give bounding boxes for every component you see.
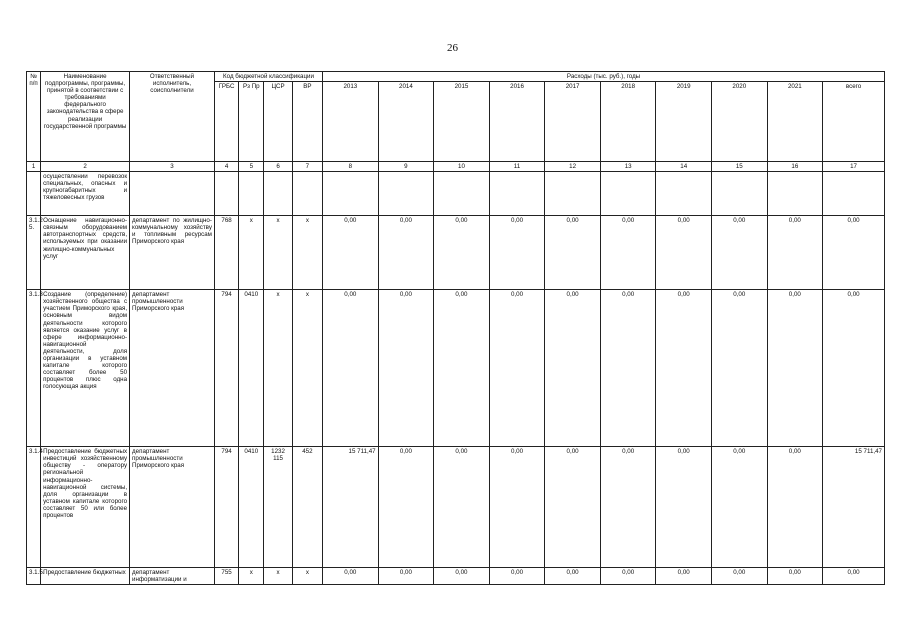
column-number: 6 — [264, 162, 292, 172]
row-value: 0,00 — [323, 216, 379, 290]
row-name: Создание (определение) хозяйственного общества с участием Приморского края, основным видом деятельности которого является оказание услуг в сфере информационно-навигационной деятельности, доля организации в уставном капитале которого составляет более 50 процентов плюс одна голосующая акция — [41, 290, 130, 447]
page-number: 26 — [447, 42, 458, 54]
column-number: 3 — [130, 162, 215, 172]
table-row — [27, 172, 885, 216]
row-value — [545, 172, 601, 216]
header-year: 2020 — [711, 82, 767, 162]
header-no: № п/п — [27, 72, 41, 162]
row-value: 0,00 — [434, 447, 490, 568]
row-total: 0,00 — [823, 568, 885, 585]
row-grbs: 794 — [214, 290, 238, 447]
table-row — [27, 216, 885, 290]
row-name: Предоставление бюджетных — [41, 568, 130, 585]
row-value: 0,00 — [489, 216, 545, 290]
row-vr: х — [292, 290, 322, 447]
row-name: Предоставление бюджетных инвестиций хозяйственному обществу - оператору региональной информационно-навигационной системы, доля организации в уставном капитале которого составляет 50 или более процентов — [41, 447, 130, 568]
row-value: 0,00 — [711, 290, 767, 447]
row-total: 0,00 — [823, 216, 885, 290]
column-number: 11 — [489, 162, 545, 172]
column-number: 14 — [656, 162, 712, 172]
header-csr: ЦСР — [264, 82, 292, 162]
row-vr — [292, 172, 322, 216]
row-total: 0,00 — [823, 290, 885, 447]
row-value — [767, 172, 823, 216]
row-value — [656, 172, 712, 216]
row-executor: департамент информатизации и — [130, 568, 215, 585]
row-value: 0,00 — [545, 290, 601, 447]
row-name: Оснащение навигационно-связным оборудованием автотранспортных средств, используемых при оказании жилищно-коммунальных услуг — [41, 216, 130, 290]
header-vr: ВР — [292, 82, 322, 162]
row-value: 0,00 — [600, 568, 656, 585]
row-csr: х — [264, 568, 292, 585]
row-value: 0,00 — [434, 568, 490, 585]
row-value: 0,00 — [545, 447, 601, 568]
row-value: 0,00 — [711, 568, 767, 585]
row-value — [323, 172, 379, 216]
column-number: 16 — [767, 162, 823, 172]
row-vr: х — [292, 568, 322, 585]
column-number: 4 — [214, 162, 238, 172]
row-number — [27, 172, 41, 216]
column-number: 9 — [378, 162, 434, 172]
row-csr: х — [264, 216, 292, 290]
row-value: 0,00 — [656, 447, 712, 568]
row-rzpr: х — [239, 216, 264, 290]
header-rzpr: Рз Пр — [239, 82, 264, 162]
row-value: 0,00 — [545, 216, 601, 290]
row-number: 3.1.4 — [27, 447, 41, 568]
row-value: 0,00 — [767, 568, 823, 585]
row-grbs: 768 — [214, 216, 238, 290]
row-value — [434, 172, 490, 216]
row-value: 15 711,47 — [323, 447, 379, 568]
row-value: 0,00 — [378, 216, 434, 290]
budget-table — [26, 71, 885, 585]
header-executor: Ответственный исполнитель, соисполнители — [130, 72, 215, 162]
row-value: 0,00 — [711, 216, 767, 290]
row-executor: департамент по жилищно-коммунальному хозяйству и топливным ресурсам Приморского края — [130, 216, 215, 290]
column-number: 7 — [292, 162, 322, 172]
row-value: 0,00 — [767, 216, 823, 290]
column-number: 13 — [600, 162, 656, 172]
row-executor — [130, 172, 215, 216]
row-grbs: 794 — [214, 447, 238, 568]
row-value: 0,00 — [656, 290, 712, 447]
header-year: 2018 — [600, 82, 656, 162]
row-value: 0,00 — [489, 447, 545, 568]
table-row — [27, 568, 885, 585]
row-value: 0,00 — [323, 290, 379, 447]
row-value — [378, 172, 434, 216]
row-csr: 1232 115 — [264, 447, 292, 568]
row-value: 0,00 — [323, 568, 379, 585]
row-value: 0,00 — [378, 447, 434, 568]
row-value: 0,00 — [434, 290, 490, 447]
row-value: 0,00 — [545, 568, 601, 585]
row-rzpr — [239, 172, 264, 216]
row-executor: департамент промышленности Приморского края — [130, 290, 215, 447]
header-year: 2013 — [323, 82, 379, 162]
column-number: 17 — [823, 162, 885, 172]
header-year: 2014 — [378, 82, 434, 162]
row-value: 0,00 — [378, 568, 434, 585]
header-grbs: ГРБС — [214, 82, 238, 162]
row-number: 3.1.5. — [27, 568, 41, 585]
table-row — [27, 290, 885, 447]
header-name: Наименование подпрограммы, программы, принятой в соответствии с требованиями федерального законодательства в сфере реализации государственной программы — [41, 72, 130, 162]
column-number: 10 — [434, 162, 490, 172]
column-number-row — [27, 162, 885, 172]
row-value: 0,00 — [489, 290, 545, 447]
header-year: 2021 — [767, 82, 823, 162]
column-number: 15 — [711, 162, 767, 172]
row-csr: х — [264, 290, 292, 447]
row-value: 0,00 — [600, 216, 656, 290]
row-value: 0,00 — [711, 447, 767, 568]
row-value: 0,00 — [378, 290, 434, 447]
header-year: 2017 — [545, 82, 601, 162]
column-number: 1 — [27, 162, 41, 172]
row-value — [711, 172, 767, 216]
column-number: 2 — [41, 162, 130, 172]
row-rzpr: 0410 — [239, 447, 264, 568]
row-csr — [264, 172, 292, 216]
header-expenses: Расходы (тыс. руб.), годы — [323, 72, 885, 82]
column-number: 5 — [239, 162, 264, 172]
header-budget-code: Код бюджетной классификации — [214, 72, 322, 82]
row-rzpr: 0410 — [239, 290, 264, 447]
row-vr: 452 — [292, 447, 322, 568]
header-year: 2016 — [489, 82, 545, 162]
row-value: 0,00 — [767, 447, 823, 568]
table-row — [27, 447, 885, 568]
column-number: 8 — [323, 162, 379, 172]
row-vr: х — [292, 216, 322, 290]
row-grbs: 755 — [214, 568, 238, 585]
row-grbs — [214, 172, 238, 216]
row-total: 15 711,47 — [823, 447, 885, 568]
row-value: 0,00 — [434, 216, 490, 290]
row-total — [823, 172, 885, 216]
row-number: 3.1.2 5. — [27, 216, 41, 290]
header-total: всего — [823, 82, 885, 162]
header-year: 2015 — [434, 82, 490, 162]
row-value: 0,00 — [600, 290, 656, 447]
row-name: осуществлении перевозок специальных, опасных и крупногабаритных и тяжеловесных грузов — [41, 172, 130, 216]
header-year: 2019 — [656, 82, 712, 162]
row-executor: департамент промышленности Приморского края — [130, 447, 215, 568]
row-value — [489, 172, 545, 216]
row-value: 0,00 — [489, 568, 545, 585]
row-rzpr: х — [239, 568, 264, 585]
row-value: 0,00 — [767, 290, 823, 447]
row-number: 3.1.3 — [27, 290, 41, 447]
row-value: 0,00 — [600, 447, 656, 568]
row-value — [600, 172, 656, 216]
row-value: 0,00 — [656, 568, 712, 585]
column-number: 12 — [545, 162, 601, 172]
row-value: 0,00 — [656, 216, 712, 290]
